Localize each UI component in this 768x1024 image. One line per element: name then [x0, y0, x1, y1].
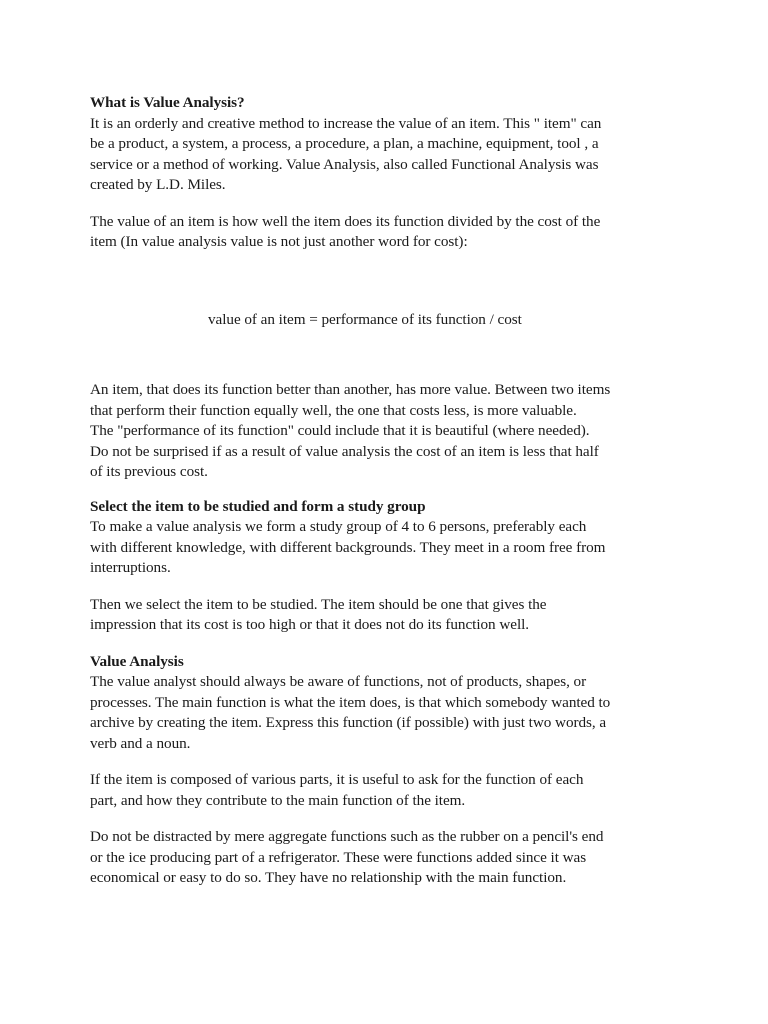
- text-line: of its previous cost.: [90, 463, 208, 480]
- functions-paragraph: [90, 672, 690, 754]
- text-line: The value of an item is how well the item does its function divided by the cost of the: [90, 212, 601, 230]
- text-line: An item, that does its function better than another, has more value. Between two items: [90, 381, 611, 398]
- value-formula: value of an item = performance of its function / cost: [208, 310, 522, 328]
- aggregate-functions-paragraph: [90, 827, 690, 889]
- section-heading-value-analysis: Value Analysis: [90, 652, 184, 670]
- text-line: To make a value analysis we form a study group of 4 to 6 persons, preferably each: [90, 518, 587, 535]
- text-line: If the item is composed of various parts, it is useful to ask for the function of each: [90, 771, 584, 788]
- text-line: or the ice producing part of a refrigerator. These were functions added since it was: [90, 848, 587, 866]
- text-line: Then we select the item to be studied. The item should be one that gives the: [90, 595, 547, 613]
- section-heading-select-item: Select the item to be studied and form a study group: [90, 497, 426, 515]
- text-line: The "performance of its function" could include that it is beautiful (where needed).: [90, 422, 590, 439]
- text-line: processes. The main function is what the item does, is that which somebody wanted to: [90, 693, 611, 711]
- intro-paragraph: [90, 114, 690, 196]
- text-line: verb and a noun.: [90, 734, 191, 752]
- value-definition-paragraph: [90, 212, 690, 253]
- text-line: interruptions.: [90, 559, 171, 576]
- text-line: Do not be surprised if as a result of value analysis the cost of an item is less that half: [90, 442, 599, 460]
- text-line: It is an orderly and creative method to increase the value of an item. This " item" can: [90, 114, 602, 132]
- document-page: [90, 93, 690, 889]
- text-line: with different knowledge, with different backgrounds. They meet in a room free from: [90, 538, 606, 556]
- text-line: part, and how they contribute to the main function of the item.: [90, 791, 466, 809]
- text-line: impression that its cost is too high or that it does not do its function well.: [90, 616, 530, 633]
- section-heading-what-is-value-analysis: What is Value Analysis?: [90, 94, 245, 111]
- text-line: economical or easy to do so. They have no relationship with the main function.: [90, 869, 567, 886]
- study-group-paragraph: [90, 517, 690, 579]
- value-explanation-paragraph: [90, 380, 690, 483]
- parts-paragraph: [90, 770, 690, 811]
- text-line: be a product, a system, a process, a procedure, a plan, a machine, equipment, tool , a: [90, 135, 599, 152]
- text-line: created by L.D. Miles.: [90, 176, 226, 193]
- text-line: The value analyst should always be aware of functions, not of products, shapes, or: [90, 673, 587, 690]
- text-line: item (In value analysis value is not just another word for cost):: [90, 233, 468, 250]
- text-line: that perform their function equally well, the one that costs less, is more valuable.: [90, 401, 577, 419]
- text-line: archive by creating the item. Express this function (if possible) with just two words, a: [90, 714, 607, 731]
- text-line: Do not be distracted by mere aggregate functions such as the rubber on a pencil's end: [90, 828, 604, 845]
- select-item-paragraph: [90, 595, 690, 636]
- text-line: service or a method of working. Value Analysis, also called Functional Analysis was: [90, 155, 599, 173]
